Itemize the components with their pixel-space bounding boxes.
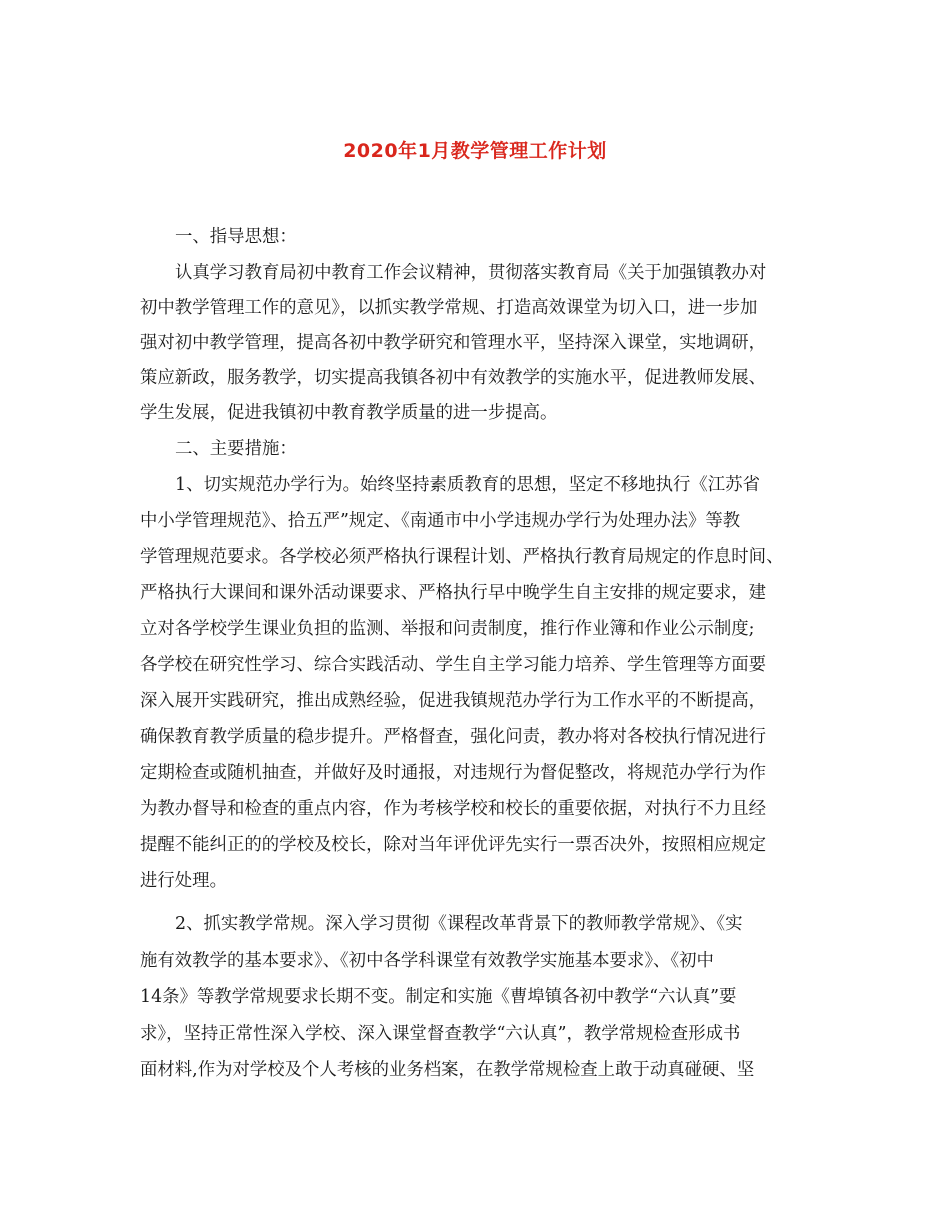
- paragraph-line: 14条》等教学常规要求长期不变。制定和实施《曹埠镇各初中教学“六认真”要: [140, 987, 737, 1007]
- paragraph-line: 面材料,作为对学校及个人考核的业务档案，在教学常规检查上敢于动真碰硬、坚: [140, 1060, 755, 1080]
- paragraph-line: 进行处理。: [140, 871, 227, 891]
- paragraph-line: 初中教学管理工作的意见》，以抓实教学常规、打造高效课堂为切入口，进一步加: [140, 298, 758, 318]
- paragraph-line: 各学校在研究性学习、综合实践活动、学生自主学习能力培养、学生管理等方面要: [140, 655, 767, 675]
- paragraph-line: 1、切实规范办学行为。始终坚持素质教育的思想，坚定不移地执行《江苏省: [175, 475, 760, 495]
- paragraph-line: 认真学习教育局初中教育工作会议精神，贯彻落实教育局《关于加强镇教办对: [175, 263, 767, 283]
- heading-main-measures: 二、主要措施：: [175, 439, 297, 459]
- paragraph-line: 严格执行大课间和课外活动课要求、严格执行早中晚学生自主安排的规定要求，建: [140, 583, 767, 603]
- paragraph-line: 强对初中教学管理，提高各初中教学研究和管理水平，坚持深入课堂，实地调研，: [140, 333, 767, 353]
- paragraph-line: 学生发展，促进我镇初中教育教学质量的进一步提高。: [140, 403, 558, 423]
- paragraph-line: 定期检查或随机抽查，并做好及时通报，对违规行为督促整改，将规范办学行为作: [140, 763, 767, 783]
- paragraph-line: 中小学管理规范》、拾五严”规定、《南通市中小学违规办学行为处理办法》等教: [140, 511, 741, 531]
- paragraph-line: 学管理规范要求。各学校必须严格执行课程计划、严格执行教育局规定的作息时间、: [140, 547, 784, 567]
- paragraph-line: 施有效教学的基本要求》、《初中各学科课堂有效教学实施基本要求》、《初中: [140, 951, 714, 971]
- paragraph-line: 策应新政，服务教学，切实提高我镇各初中有效教学的实施水平，促进教师发展、: [140, 368, 767, 388]
- paragraph-line: 为教办督导和检查的重点内容，作为考核学校和校长的重要依据，对执行不力且经: [140, 799, 767, 819]
- document-title: 2020年1月教学管理工作计划: [343, 140, 607, 162]
- paragraph-line: 提醒不能纠正的的学校及校长，除对当年评优评先实行一票否决外，按照相应规定: [140, 835, 767, 855]
- paragraph-line: 2、抓实教学常规。深入学习贯彻《课程改革背景下的教师教学常规》、《实: [175, 914, 743, 934]
- paragraph-line: 确保教育教学质量的稳步提升。严格督查，强化问责，教办将对各校执行情况进行: [140, 727, 767, 747]
- paragraph-line: 立对各学校学生课业负担的监测、举报和问责制度，推行作业簿和作业公示制度;: [140, 619, 755, 639]
- paragraph-line: 深入展开实践研究，推出成熟经验，促进我镇规范办学行为工作水平的不断提高，: [140, 691, 767, 711]
- paragraph-line: 求》，坚持正常性深入学校、深入课堂督查教学“六认真”，教学常规检查形成书: [140, 1024, 741, 1044]
- heading-guiding-thought: 一、指导思想：: [175, 227, 297, 247]
